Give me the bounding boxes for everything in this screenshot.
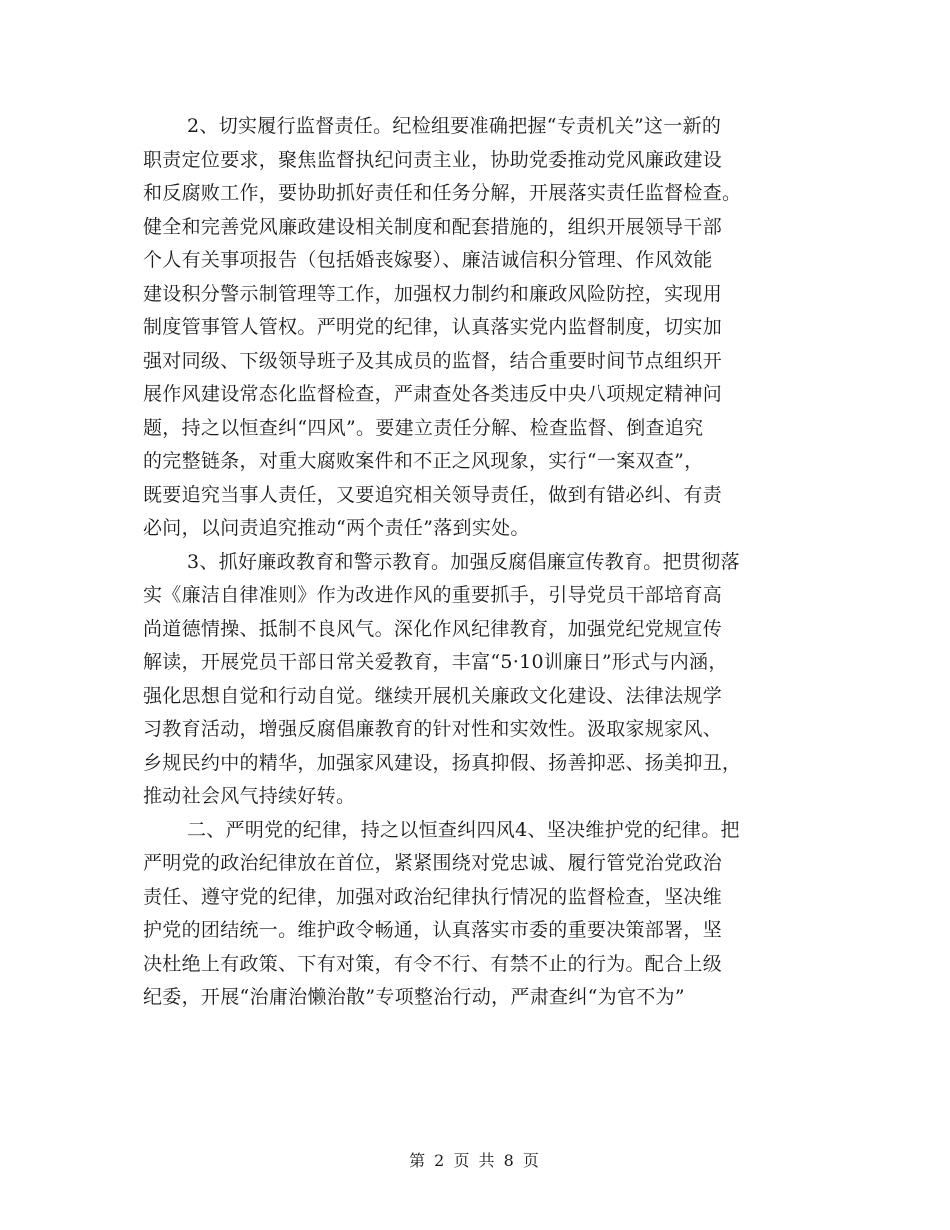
text-line: 乡规民约中的精华，加强家风建设，扬真抑假、扬善抑恶、扬美抑丑， — [143, 751, 742, 774]
text-line: 纪委，开展“治庸治懒治散”专项整治行动，严肃查纠“为官不为” — [143, 986, 685, 1008]
text-line: 建设积分警示制管理等工作，加强权力制约和廉政风险防控，实现用 — [143, 282, 723, 305]
text-line: 责任、遵守党的纪律，加强对政治纪律执行情况的监督检查，坚决维 — [143, 885, 723, 908]
text-line: 职责定位要求，聚焦监督执纪问责主业，协助党委推动党风廉政建设 — [143, 148, 723, 171]
text-line: 和反腐败工作，要协助抓好责任和任务分解，开展落实责任监督检查。 — [143, 182, 742, 204]
text-line: 题，持之以恒查纠“四风”。要建立责任分解、检查监督、倒查追究 — [143, 416, 704, 439]
text-line: 解读，开展党员干部日常关爱教育，丰富“5·10训廉日”形式与内涵， — [143, 651, 728, 673]
paragraph-discipline — [143, 814, 813, 1015]
body-text — [143, 110, 813, 1015]
text-line: 健全和完善党风廉政建设相关制度和配套措施的，组织开展领导干部 — [143, 215, 723, 238]
text-line: 决杜绝上有政策、下有对策，有令不行、有禁不止的行为。配合上级 — [143, 952, 723, 975]
text-line: 尚道德情操、抵制不良风气。深化作风纪律教育，加强党纪党规宣传 — [143, 617, 723, 640]
paragraph-supervision — [143, 110, 813, 546]
paragraph-education — [143, 546, 813, 814]
text-line: 强对同级、下级领导班子及其成员的监督，结合重要时间节点组织开 — [143, 349, 723, 372]
text-line: 制度管事管人管权。严明党的纪律，认真落实党内监督制度，切实加 — [143, 316, 723, 338]
text-line: 个人有关事项报告（包括婚丧嫁娶）、廉洁诚信积分管理、作风效能 — [143, 249, 713, 271]
text-line: 2、切实履行监督责任。纪检组要准确把握“专责机关”这一新的 — [187, 115, 722, 137]
text-line: 推动社会风气持续好转。 — [143, 785, 356, 807]
text-line: 二、严明党的纪律，持之以恒查纠四风4、坚决维护党的纪律。把 — [187, 818, 740, 841]
text-line: 3、抓好廉政教育和警示教育。加强反腐倡廉宣传教育。把贯彻落 — [187, 550, 740, 573]
text-line: 习教育活动，增强反腐倡廉教育的针对性和实效性。汲取家规家风、 — [143, 718, 723, 740]
text-line: 既要追究当事人责任，又要追究相关领导责任，做到有错必纠、有责 — [143, 483, 723, 506]
text-line: 的完整链条，对重大腐败案件和不正之风现象，实行“一案双查”， — [143, 450, 704, 472]
text-line: 强化思想自觉和行动自觉。继续开展机关廉政文化建设、法律法规学 — [143, 684, 723, 707]
text-line: 必问，以问责追究推动“两个责任”落到实处。 — [143, 517, 530, 539]
text-line: 护党的团结统一。维护政令畅通，认真落实市委的重要决策部署，坚 — [143, 919, 723, 941]
text-line: 严明党的政治纪律放在首位，紧紧围绕对党忠诚、履行管党治党政治 — [143, 852, 723, 874]
page-number-footer: 第 2 页 共 8 页 — [409, 1151, 541, 1170]
text-line: 展作风建设常态化监督检查，严肃查处各类违反中央八项规定精神问 — [143, 383, 723, 405]
text-line: 实《廉洁自律准则》作为改进作风的重要抓手，引导党员干部培育高 — [143, 584, 723, 606]
